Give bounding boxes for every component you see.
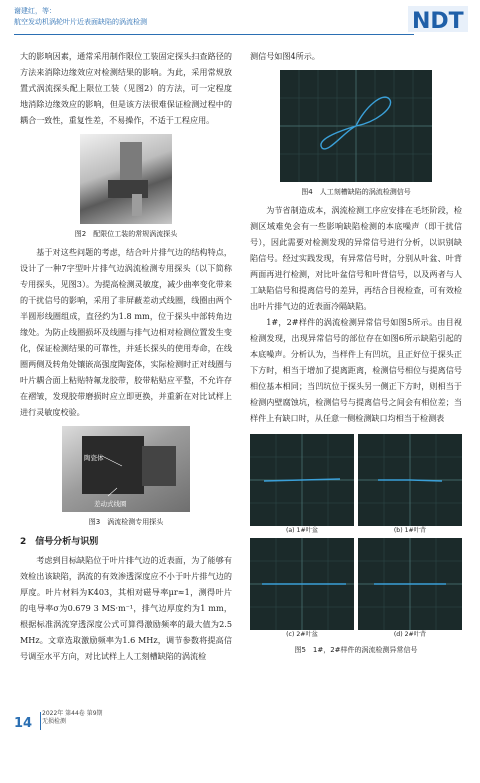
right-paragraph-1: 测信号如图4所示。: [250, 51, 320, 61]
footer-divider: [40, 712, 41, 730]
fig5-panel-b: [358, 434, 462, 536]
figure-5-caption: 图5 1#，2#样件的涡流检测异常信号: [294, 646, 418, 654]
fig5d-signal: [358, 538, 462, 630]
probe-drawing: [80, 134, 172, 224]
right-column: [250, 48, 462, 660]
figure-4-caption: 图4 人工刻槽缺陷的涡流检测信号: [301, 188, 411, 196]
header-running-title: 航空发动机涡轮叶片近表面缺陷的涡流检测: [14, 18, 147, 26]
page-number: 14: [14, 716, 33, 731]
running-header: [14, 6, 466, 42]
journal-issue: 2022年 第44卷 第9期: [42, 710, 103, 717]
figure-4: [250, 70, 462, 198]
fig5-panel-d: [358, 538, 462, 640]
fig5-subcaption-a: (a) 1#叶盆: [285, 527, 319, 534]
left-paragraph-2: 基于对这些问题的考虑，结合叶片排气边的结构特点，设计了一种7字型叶片排气边涡流检测专用探头（以下简称专用探头，见图3）。为提高检测灵敏度，减少曲率变化带来的干扰信号的影响，采用了非屏蔽差动式线圈，线圈由两个半圆形线圈组成，直径约为1.8 mm，位于探头中部转角边缘处。为防止线圈损坏及线圈与排气边相对检测位置发生变化，保证检测结果的可靠性，并延长探头的使用寿命，在线圈两侧及转角处镶嵌高强度陶瓷体，实际检测时正对线圈与叶片耦合面上粘贴特氟龙胶带，胶带粘贴应平整，不允许存在褶皱，发现胶带磨损时应立即更换，并重新在对比试样上进行灵敏度校验。: [20, 247, 232, 417]
section-heading: 2 信号分析与识别: [20, 537, 99, 547]
right-paragraph-2: 为节省制造成本，涡流检测工序应安排在毛坯阶段，检测区域难免会有一些影响缺陷检测的本底噪声（即干扰信号），因此需要对检测发现的异常信号进行分析，以识别缺陷信号。经过实践发现，有异常信号时，分别从叶盆、叶背两面再进行检测，对比叶盆信号和叶背信号，以及两者与人工缺陷信号和提离信号的差异，再结合目视检查，可有效检出叶片排气边的近表面冷隔缺陷。: [250, 205, 462, 311]
right-paragraph-3: 1#，2#样件的涡流检测异常信号如图5所示。由目视检测发现，出现异常信号的部位存在如图6所示缺陷引起的本底噪声。分析认为，当样件上有凹坑，且正好位于探头正下方时，相当于增加了提离距离，检测信号相位与提离信号相位基本相同；当凹坑位于探头另一侧正下方时，则相当于检测内壁腐蚀坑，检测信号与提离信号之间会有相位差；当样件上有缺口时，从任意一侧检测缺口均相当于检测表: [250, 317, 462, 423]
figure-2-caption: 图2 配限位工装的常规涡流探头: [74, 230, 178, 238]
label-differential-coil: 差动式线圈: [94, 500, 127, 508]
header-authors: 谢建红，等：: [14, 7, 56, 15]
fig5-panel-c: [250, 538, 354, 640]
fig5-subcaption-d: (d) 2#叶背: [393, 631, 427, 638]
fig5b-signal: [358, 434, 462, 526]
left-paragraph-3: 考虑到目标缺陷位于叶片排气边的近表面，为了能够有效检出该缺陷，涡流的有效渗透深度应不小于叶片排气边的厚度。叶片材料为K403，其相对磁导率μr≈1，测得叶片的电导率σ为0.679 3 MS·m⁻¹，排气边厚度约为1 mm，根据标准涡流穿透深度公式可算得激励频率的最大值为2.5 MHz。文章选取激励频率为1.6 MHz，调节参数将提高信号调至水平方向，对比试样上人工刻槽缺陷的涡流检: [20, 555, 232, 661]
left-column: [20, 48, 232, 664]
special-probe-photo: [62, 426, 190, 512]
label-ceramic: 陶瓷体: [84, 454, 104, 462]
probe-photo: [80, 134, 172, 224]
fig5a-signal: [250, 434, 354, 526]
oscilloscope-fig4: [280, 70, 432, 182]
journal-name: 无损检测: [42, 718, 67, 725]
ndt-logo: [408, 4, 468, 34]
header-rule: [14, 34, 414, 35]
figure-5-grid: [250, 434, 462, 640]
fig5-subcaption-b: (b) 1#叶背: [393, 527, 427, 534]
left-paragraph-1: 大的影响因素，通常采用制作限位工装固定探头扫查路径的方法来消除边缘效应对检测结果的影响。为此，采用常规放置式涡流探头配上限位工装（见图2）的方法，可一定程度地消除边缘效应的影响，但是该方法很难保证检测过程中的耦合一致性，重复性差，不易操作，不适于工程应用。: [20, 51, 232, 125]
page-footer: [14, 710, 103, 731]
fig5-panel-a: [250, 434, 354, 536]
journal-info: [42, 710, 103, 726]
figure-5: [250, 434, 462, 656]
figure-3: [20, 426, 232, 528]
logo-text: NDT: [412, 9, 464, 34]
fig4-signal: [280, 70, 432, 182]
fig5-subcaption-c: (c) 2#叶盆: [286, 631, 318, 638]
fig5c-signal: [250, 538, 354, 630]
figure-2: [20, 134, 232, 240]
figure-3-caption: 图3 涡流检测专用探头: [88, 518, 164, 526]
